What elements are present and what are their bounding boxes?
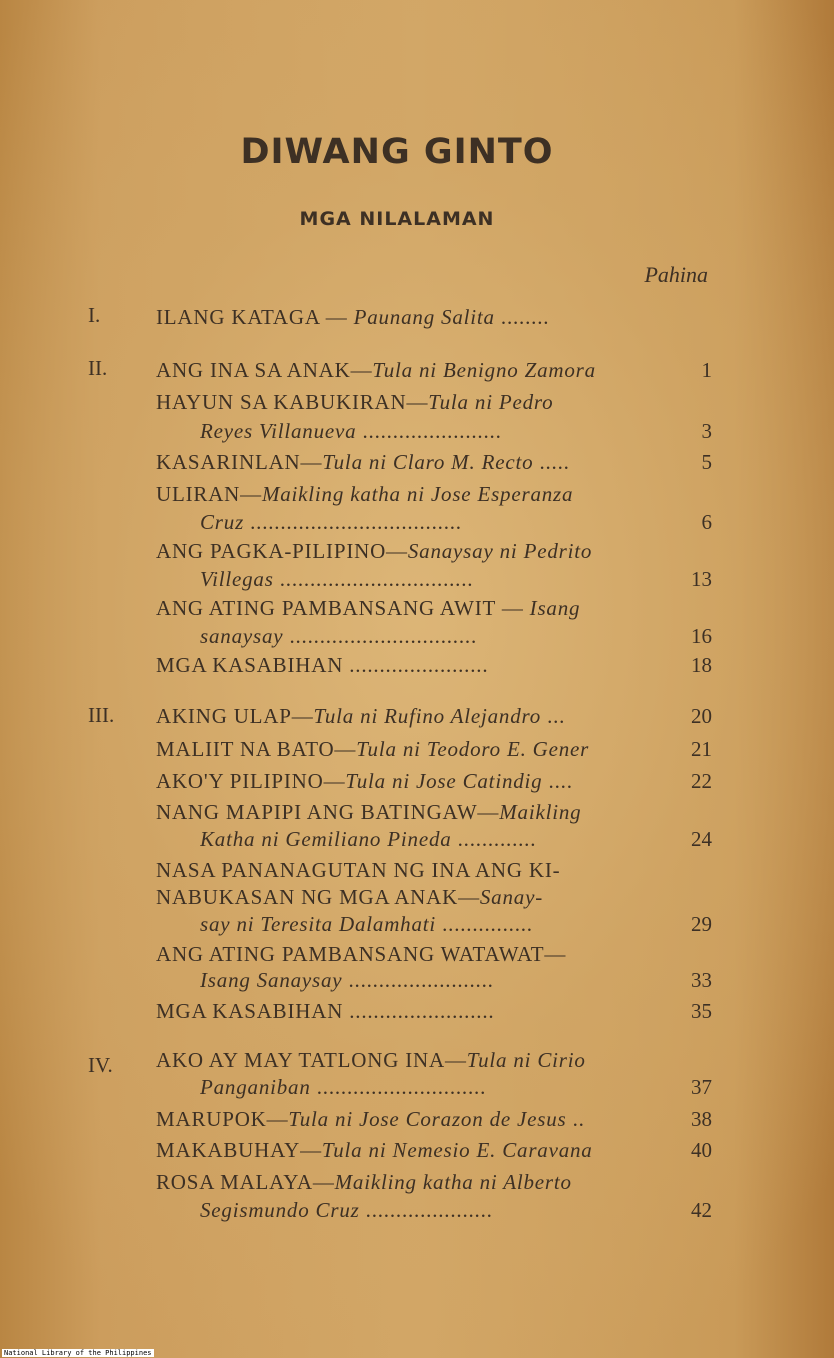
entry-title: MALIIT NA BATO— bbox=[156, 737, 357, 761]
toc-entry-line bbox=[156, 481, 662, 507]
entry-title: ILANG KATAGA — bbox=[156, 305, 354, 329]
section-numeral: IV. bbox=[88, 1053, 113, 1077]
entry-title: MGA KASABIHAN bbox=[156, 999, 350, 1023]
page-number: 40 bbox=[691, 1138, 712, 1162]
contents-heading: MGA NILALAMAN bbox=[299, 208, 495, 230]
toc-entry-line bbox=[156, 389, 662, 415]
entry-subtitle: Tula ni Pedro bbox=[428, 390, 554, 414]
entry-title: NANG MAPIPI ANG BATINGAW— bbox=[156, 800, 500, 824]
toc-entry-line bbox=[156, 357, 662, 383]
toc-entry-line bbox=[200, 967, 662, 993]
toc-entry-line bbox=[156, 1047, 662, 1073]
toc-entry-line bbox=[156, 652, 662, 678]
toc-entry-line bbox=[156, 1169, 662, 1195]
library-watermark: National Library of the Philippines bbox=[4, 1349, 152, 1357]
toc-entry-line bbox=[156, 449, 662, 475]
entry-title: ROSA MALAYA— bbox=[156, 1170, 335, 1194]
page-number: 21 bbox=[691, 737, 712, 761]
page-number: 33 bbox=[691, 968, 712, 992]
entry-subtitle: Tula ni Cirio bbox=[466, 1048, 586, 1072]
section-numeral: II. bbox=[88, 356, 108, 380]
dot-leader: ................................... bbox=[244, 510, 462, 534]
dot-leader: ................................ bbox=[273, 567, 474, 591]
section-numeral: I. bbox=[88, 303, 101, 327]
entry-subtitle: Tula ni Claro M. Recto bbox=[322, 450, 534, 474]
page-column-header: Pahina bbox=[644, 262, 708, 287]
entry-subtitle: sanaysay bbox=[200, 624, 284, 648]
dot-leader: ........................ bbox=[349, 999, 495, 1023]
toc-entry-line bbox=[156, 703, 662, 729]
dot-leader: ..... bbox=[533, 450, 570, 474]
page-number: 29 bbox=[691, 912, 712, 936]
toc-entry-line bbox=[156, 857, 662, 883]
page-number: 24 bbox=[691, 827, 712, 851]
entry-title: NABUKASAN NG MGA ANAK— bbox=[156, 885, 480, 909]
page-number: 38 bbox=[691, 1107, 712, 1131]
toc-entry-line bbox=[156, 1106, 662, 1132]
entry-subtitle: Paunang Salita bbox=[353, 305, 495, 329]
dot-leader: ..................... bbox=[359, 1198, 493, 1222]
entry-subtitle: Maikling katha ni Alberto bbox=[334, 1170, 572, 1194]
entry-subtitle: Tula ni Benigno Zamora bbox=[372, 358, 596, 382]
page-number: 3 bbox=[701, 419, 712, 443]
entry-title: NASA PANANAGUTAN NG INA ANG KI- bbox=[156, 858, 561, 882]
entry-title: AKO'Y PILIPINO— bbox=[156, 769, 346, 793]
entry-subtitle: Isang bbox=[529, 596, 581, 620]
entry-title: MAKABUHAY— bbox=[156, 1138, 322, 1162]
entry-subtitle: Cruz bbox=[200, 510, 245, 534]
entry-subtitle: Panganiban bbox=[200, 1075, 311, 1099]
toc-entry-line bbox=[200, 911, 662, 937]
toc-entry-line bbox=[156, 304, 662, 330]
toc-entry-line bbox=[156, 538, 662, 564]
toc-entry-line bbox=[156, 736, 662, 762]
toc-entry-line bbox=[156, 998, 662, 1024]
dot-leader: ....................... bbox=[349, 653, 489, 677]
book-title: DIWANG GINTO bbox=[240, 132, 554, 172]
entry-subtitle: Katha ni Gemiliano Pineda bbox=[200, 827, 452, 851]
toc-entry-line bbox=[156, 1137, 662, 1163]
toc-entry-line bbox=[200, 826, 662, 852]
toc-entry-line bbox=[156, 941, 662, 967]
entry-subtitle: Sanaysay ni Pedrito bbox=[407, 539, 593, 563]
dot-leader: ............................ bbox=[310, 1075, 487, 1099]
entry-subtitle: say ni Teresita Dalamhati bbox=[200, 912, 437, 936]
dot-leader: ........................ bbox=[342, 968, 494, 992]
entry-subtitle: Maikling bbox=[499, 800, 582, 824]
entry-title: ANG ATING PAMBANSANG AWIT — bbox=[156, 596, 530, 620]
dot-leader: ............. bbox=[451, 827, 537, 851]
dot-leader: ... bbox=[541, 704, 566, 728]
page-number: 18 bbox=[691, 653, 712, 677]
entry-title: ANG PAGKA-PILIPINO— bbox=[156, 539, 408, 563]
toc-entry-line bbox=[156, 799, 662, 825]
entry-title: HAYUN SA KABUKIRAN— bbox=[156, 390, 429, 414]
entry-subtitle: Villegas bbox=[200, 567, 274, 591]
toc-entry-line bbox=[200, 418, 662, 444]
entry-subtitle: Isang Sanaysay bbox=[200, 968, 343, 992]
entry-subtitle: Segismundo Cruz bbox=[200, 1198, 360, 1222]
entry-subtitle: Sanay- bbox=[479, 885, 543, 909]
entry-subtitle: Tula ni Teodoro E. Gener bbox=[356, 737, 590, 761]
entry-subtitle: Maikling katha ni Jose Esperanza bbox=[261, 482, 574, 506]
toc-entry-line bbox=[200, 623, 662, 649]
toc-entry-line bbox=[200, 1074, 662, 1100]
toc-entry-line bbox=[156, 768, 662, 794]
toc-entry-line bbox=[200, 509, 662, 535]
toc-entry-line bbox=[200, 1197, 662, 1223]
page-number: 37 bbox=[691, 1075, 712, 1099]
page-number: 20 bbox=[691, 704, 712, 728]
toc-entry-line bbox=[156, 595, 662, 621]
dot-leader: ....................... bbox=[356, 419, 502, 443]
entry-title: ANG INA SA ANAK— bbox=[156, 358, 373, 382]
dot-leader: ............................... bbox=[283, 624, 477, 648]
entry-subtitle: Tula ni Jose Corazon de Jesus bbox=[288, 1107, 567, 1131]
page-number: 6 bbox=[701, 510, 712, 534]
entry-subtitle: Tula ni Jose Catindig bbox=[345, 769, 543, 793]
dot-leader: .. bbox=[566, 1107, 585, 1131]
dot-leader: ........ bbox=[494, 305, 550, 329]
entry-title: AKO AY MAY TATLONG INA— bbox=[156, 1048, 467, 1072]
dot-leader: ............... bbox=[436, 912, 533, 936]
entry-title: KASARINLAN— bbox=[156, 450, 323, 474]
entry-title: ULIRAN— bbox=[156, 482, 262, 506]
page-number: 42 bbox=[691, 1198, 712, 1222]
page-number: 22 bbox=[691, 769, 712, 793]
toc-entry-line bbox=[156, 884, 662, 910]
page-number: 16 bbox=[691, 624, 712, 648]
entry-title: MARUPOK— bbox=[156, 1107, 289, 1131]
entry-title: ANG ATING PAMBANSANG WATAWAT— bbox=[156, 942, 567, 966]
entry-subtitle: Tula ni Nemesio E. Caravana bbox=[321, 1138, 593, 1162]
page-number: 13 bbox=[691, 567, 712, 591]
section-numeral: III. bbox=[88, 703, 115, 727]
entry-title: AKING ULAP— bbox=[156, 704, 314, 728]
entry-title: MGA KASABIHAN bbox=[156, 653, 350, 677]
page-number: 1 bbox=[701, 358, 712, 382]
entry-subtitle: Tula ni Rufino Alejandro bbox=[313, 704, 542, 728]
dot-leader: .... bbox=[542, 769, 573, 793]
entry-subtitle: Reyes Villanueva bbox=[200, 419, 357, 443]
page-number: 5 bbox=[701, 450, 712, 474]
page-number: 35 bbox=[691, 999, 712, 1023]
toc-entry-line bbox=[200, 566, 662, 592]
